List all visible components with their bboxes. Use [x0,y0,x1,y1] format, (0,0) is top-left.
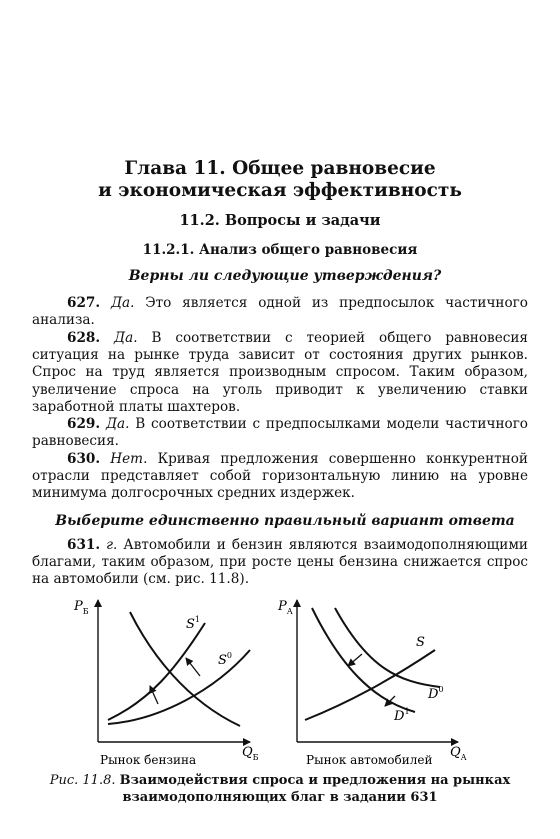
demand-shift-arrow [348,654,362,666]
answer-text: В соответствии с теорией общего равновесия ситуация на рынке труда зависит от состояния других рынков. Спрос на труд является производным спросом. Таким образом, увеличение спроса на уголь приводит к увеличению ставки заработной платы шахтеров. [32,330,528,415]
left-y-axis-label: $P_Б$ [74,599,89,616]
figure-11-8 [0,590,560,770]
gasoline-market-diagram [73,599,259,767]
answer-number: 629. [67,416,101,432]
answer-629 [32,416,528,450]
left-x-axis-label: $Q_Б$ [242,745,259,762]
gasoline-demand-curve [130,612,240,726]
answer-text: Кривая предложения совершенно конкурентной отрасли представляет собой горизонтальную линию на уровне минимума долгосрочных средних издержек. [32,451,528,502]
answer-630 [32,451,528,503]
curve-label-s0: $S^0$ [218,651,232,668]
right-y-axis-label: $P_А$ [278,599,293,616]
answer-628 [32,330,528,416]
car-demand-curve-d1 [312,608,415,712]
curve-label-s1: $S^1$ [186,615,200,632]
chapter-title [60,158,500,202]
answer-text: В соответствии с предпосылками модели частичного равновесия. [32,416,528,450]
chapter-title-line-1: Глава 11. Общее равновесие [124,158,436,179]
chapter-title-line-2: и экономическая эффективность [98,180,462,201]
answer-text: Автомобили и бензин являются взаимодополняющими благами, таким образом, при росте цены бензина снижается спрос на автомобили (см. рис. 11.8). [32,537,528,588]
answer-verdict: Да. [105,416,130,432]
car-supply-curve [305,650,435,720]
answer-number: 628. [67,330,101,346]
caption-prefix: Рис. 11.8. [49,773,116,788]
answer-text: Это является одной из предпосылок частичного анализа. [32,295,528,329]
gasoline-supply-curve-s1 [108,623,205,720]
answer-627 [32,295,528,329]
curve-label-d1: $D^1$ [394,707,410,724]
answer-number: 627. [67,295,101,311]
section-title: 11.2. Вопросы и задачи [179,212,381,229]
answer-verdict: Нет. [110,451,148,467]
car-market-diagram [277,599,467,767]
answer-631 [32,537,528,589]
answer-verdict: Да. [110,295,135,311]
subsection-title: 11.2.1. Анализ общего равновесия [142,242,418,258]
curve-label-d0: $D^0$ [428,685,444,702]
true-false-heading: Верны ли следующие утверждения? [128,268,442,284]
caption-text: Взаимодействия спроса и предложения на рынках взаимодополняющих благ в задании 631 [119,773,511,805]
gasoline-market-label: Рынок бензина [100,753,197,767]
answer-verdict: г. [106,537,118,553]
car-market-label: Рынок автомобилей [306,753,433,767]
answer-number: 631. [67,537,101,553]
supply-shift-arrow [186,658,200,676]
multiple-choice-heading: Выберите единственно правильный вариант ответа [55,513,515,529]
answer-number: 630. [67,451,101,467]
right-x-axis-label: $Q_А$ [450,745,467,762]
figure-diagrams [0,590,560,770]
curve-label-s: S [416,635,425,650]
figure-caption [40,772,520,806]
answer-verdict: Да. [114,330,138,346]
